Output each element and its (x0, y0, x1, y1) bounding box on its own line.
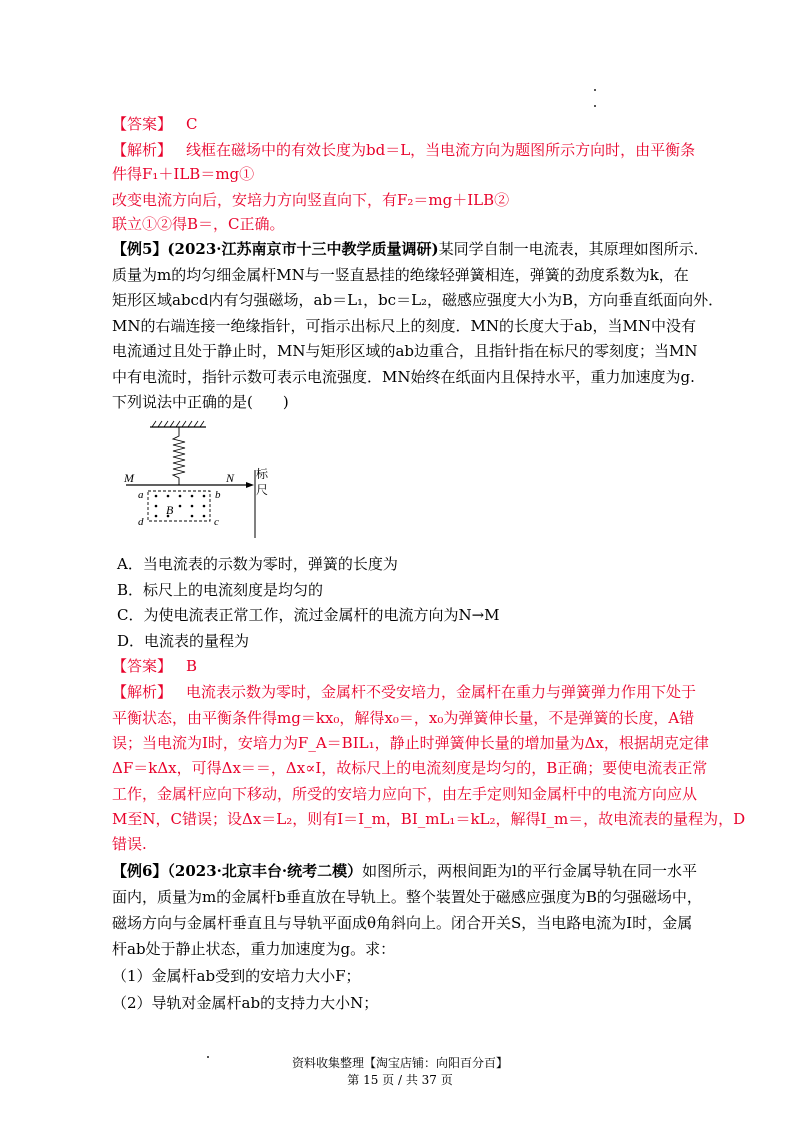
explanation-label: 【解析】 (112, 141, 173, 159)
label-scale-1: 标 (256, 467, 269, 481)
option-b: B．标尺上的电流刻度是均匀的 (117, 581, 324, 599)
example-5-line-5: 电流通过且处于静止时，MN与矩形区域的ab边重合，且指针指在标尺的零刻度；当MN (112, 342, 698, 360)
option-c: C．为使电流表正常工作，流过金属杆的电流方向为N→M (117, 606, 500, 624)
example-5-line-3: 矩形区域abcd内有匀强磁场，ab＝L₁，bc＝L₂，磁感应强度大小为B，方向垂直纸面向外． (112, 291, 724, 309)
answer-label: 【答案】 (112, 115, 173, 133)
explanation-1-line-4: 联立①②得B＝，C正确。 (112, 215, 285, 233)
example-6-line-6: （2）导轨对金属杆ab的支持力大小N； (112, 994, 379, 1012)
answer-2 (112, 656, 197, 676)
label-d: d (138, 516, 144, 528)
example-6-line-3: 磁场方向与金属杆垂直且与导轨平面成θ角斜向上。闭合开关S，当电路电流为I时，金属 (112, 914, 693, 932)
label-M: M (124, 471, 134, 485)
example-6-line-4: 杆ab处于静止状态，重力加速度为g。求： (112, 940, 396, 958)
example-5-line-7: 下列说法中正确的是( ) (112, 393, 289, 411)
explanation-2-line-6: M至N，C错误；设Δx＝L₂，则有I＝I_m，BI_mL₁＝kL₂，解得I_m＝，故电流表的量程为，D (112, 810, 746, 828)
example-6-line-5: （1）金属杆ab受到的安培力大小F； (112, 967, 361, 985)
scan-dot (594, 89, 596, 91)
label-a: a (138, 489, 144, 501)
explanation-2-line-1: 【解析】 电流表示数为零时，金属杆不受安培力，金属杆在重力与弹簧弹力作用下处于 (112, 683, 697, 701)
label-B: B (166, 503, 174, 517)
explanation-2-line-7: 错误. (112, 835, 147, 853)
label-c: c (214, 516, 219, 528)
example-6-title: 【例6】（2023·北京丰台·统考二模） (112, 862, 363, 880)
label-N: N (226, 471, 235, 485)
label-scale-2: 尺 (256, 483, 269, 497)
example-5-line-1: 【例5】(2023·江苏南京市十三中教学质量调研)某同学自制一电流表，其原理如图所示． (112, 240, 709, 258)
explanation-2-line-5: 工作，金属杆应向下移动，所受的安培力应向下，由左手定则知金属杆中的电流方向应从 (112, 785, 698, 803)
example-5-line-6: 中有电流时，指针示数可表示电流强度．MN始终在纸面内且保持水平，重力加速度为g. (112, 368, 695, 386)
answer-1 (112, 114, 198, 134)
footer-source: 资料收集整理【淘宝店铺：向阳百分百】 (291, 1056, 508, 1070)
explanation-2-line-4: ΔF＝kΔx，可得Δx＝＝，Δx∝I，故标尺上的电流刻度是均匀的，B正确；要使电流表正常 (112, 759, 708, 777)
explanation-label: 【解析】 (112, 683, 173, 701)
answer-label: 【答案】 (112, 657, 173, 675)
option-d: D．电流表的量程为 (117, 632, 250, 650)
explanation-1-line-1: 【解析】 线框在磁场中的有效长度为bd＝L，当电流方向为题图所示方向时，由平衡条 (112, 141, 696, 159)
answer-value: B (186, 657, 198, 675)
explanation-2-line-3: 误；当电流为I时，安培力为F_A＝BIL₁，静止时弹簧伸长量的增加量为Δx，根据胡克定律 (112, 734, 709, 752)
ammeter-diagram (118, 418, 278, 540)
explanation-2-line-2: 平衡状态，由平衡条件得mg＝kx₀，解得x₀＝，x₀为弹簧伸长量，不是弹簧的长度，A错 (112, 709, 695, 727)
answer-value: C (186, 115, 198, 133)
explanation-1-line-2: 件得F₁＋ILB＝mg① (112, 165, 255, 183)
example-6-line-2: 面内，质量为m的金属杆b垂直放在导轨上。整个装置处于磁感应强度为B的匀强磁场中， (112, 888, 702, 906)
example-5-line-4: MN的右端连接一绝缘指针，可指示出标尺上的刻度．MN的长度大于ab，当MN中没有 (112, 317, 696, 335)
example-6-line-1: 【例6】（2023·北京丰台·统考二模）如图所示，两根间距为l的平行金属导轨在同一水平 (112, 862, 697, 880)
example-5-title: 【例5】(2023·江苏南京市十三中教学质量调研) (112, 240, 439, 258)
option-a: A．当电流表的示数为零时，弹簧的长度为 (117, 555, 398, 573)
explanation-1-line-3: 改变电流方向后，安培力方向竖直向下，有F₂＝mg＋ILB② (112, 191, 510, 209)
label-b: b (215, 489, 221, 501)
example-5-line-2: 质量为m的均匀细金属杆MN与一竖直悬挂的绝缘轻弹簧相连，弹簧的劲度系数为k，在 (112, 266, 689, 284)
footer-page-number: 第 15 页 / 共 37 页 (347, 1073, 453, 1087)
scan-dot (594, 105, 596, 107)
